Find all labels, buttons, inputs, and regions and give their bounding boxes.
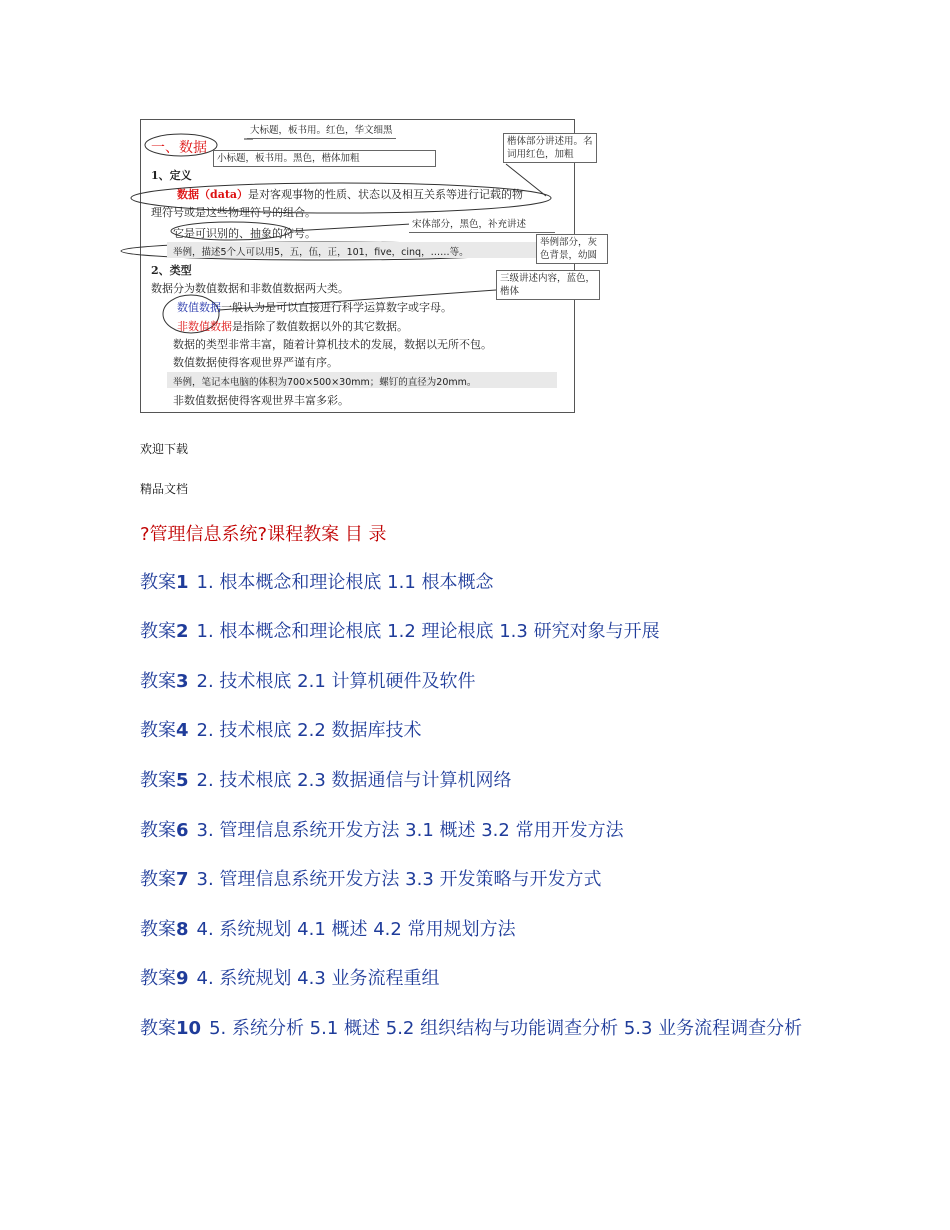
toc-entry[interactable] xyxy=(140,1015,820,1042)
welcome-text: 欢迎下载 xyxy=(140,442,189,456)
toc-text: 5. 系统分析 5.1 概述 5.2 组织结构与功能调查分析 5.3 业务流程调查分析 xyxy=(209,1018,803,1039)
note-songti: 宋体部分，黑色，补充讲述 xyxy=(409,217,555,233)
toc-text: 4. 系统规划 4.3 业务流程重组 xyxy=(196,968,440,989)
toc-number: 10 xyxy=(176,1018,202,1039)
sample-term-data: 数据（data） xyxy=(177,188,249,201)
document-title: ?管理信息系统?课程教案 目 录 xyxy=(140,524,387,545)
sample-nonnumeric-line xyxy=(177,318,408,334)
toc-label: 教案 xyxy=(140,621,176,642)
sample-term-numeric: 数值数据 xyxy=(177,301,221,314)
toc-text: 2. 技术根底 2.2 数据库技术 xyxy=(196,720,422,741)
toc-entry[interactable] xyxy=(140,618,820,645)
toc-entry[interactable] xyxy=(140,767,820,794)
sample-numeric-line xyxy=(177,299,452,315)
toc-entry[interactable] xyxy=(140,965,820,992)
sample-example-1: 举例，描述5个人可以用5，五，伍，正，101，five，cinq，……等。 xyxy=(173,247,469,258)
toc-number: 6 xyxy=(176,820,189,841)
sample-section-definition: 1、定义 xyxy=(151,169,192,182)
toc-text: 2. 技术根底 2.1 计算机硬件及软件 xyxy=(196,671,476,692)
sample-nonnumeric-rest: 是指除了数值数据以外的其它数据。 xyxy=(232,320,408,333)
note-example: 举例部分，灰色背景，幼圆 xyxy=(536,234,608,264)
toc-text: 1. 根本概念和理论根底 1.2 理论根底 1.3 研究对象与开展 xyxy=(196,621,660,642)
toc-label: 教案 xyxy=(140,572,176,593)
sample-heading: 一、数据 xyxy=(151,140,207,156)
toc-label: 教案 xyxy=(140,1018,176,1039)
toc-entry[interactable] xyxy=(140,866,820,893)
sample-example-2: 举例，笔记本电脑的体积为700×500×30mm；螺钉的直径为20mm。 xyxy=(173,377,477,388)
sample-abstract-line: 它是可识别的、抽象的符号。 xyxy=(173,227,316,240)
toc-label: 教案 xyxy=(140,869,176,890)
sample-numeric-rest: 一般认为是可以直接进行科学运算数字或字母。 xyxy=(221,301,452,314)
note-small-title: 小标题，板书用。黑色，楷体加粗 xyxy=(213,150,436,167)
sample-definition-line1 xyxy=(177,186,523,202)
sample-teaching-note-image xyxy=(140,119,598,413)
toc-label: 教案 xyxy=(140,820,176,841)
toc-text: 1. 根本概念和理论根底 1.1 根本概念 xyxy=(196,572,494,593)
sample-term-nonnumeric: 非数值数据 xyxy=(177,320,232,333)
toc-label: 教案 xyxy=(140,671,176,692)
toc-entry[interactable] xyxy=(140,569,820,596)
toc-number: 1 xyxy=(176,572,189,593)
toc-number: 9 xyxy=(176,968,189,989)
sample-section-types: 2、类型 xyxy=(151,264,192,277)
sample-numeric-effect: 数值数据使得客观世界严谨有序。 xyxy=(173,356,338,369)
quality-doc-text: 精品文档 xyxy=(140,482,189,496)
sample-types-line: 数据分为数值数据和非数值数据两大类。 xyxy=(151,282,349,295)
toc-number: 8 xyxy=(176,919,189,940)
toc-number: 2 xyxy=(176,621,189,642)
sample-rich-line: 数据的类型非常丰富，随着计算机技术的发展，数据以无所不包。 xyxy=(173,338,492,351)
toc-text: 3. 管理信息系统开发方法 3.1 概述 3.2 常用开发方法 xyxy=(196,820,624,841)
toc-text: 4. 系统规划 4.1 概述 4.2 常用规划方法 xyxy=(196,919,516,940)
toc-label: 教案 xyxy=(140,968,176,989)
note-kaiti: 楷体部分讲述用。名词用红色，加粗 xyxy=(503,133,597,163)
toc-entry[interactable] xyxy=(140,668,820,695)
toc-entry[interactable] xyxy=(140,817,820,844)
toc-number: 3 xyxy=(176,671,189,692)
toc-label: 教案 xyxy=(140,720,176,741)
toc-entry[interactable] xyxy=(140,717,820,744)
sample-definition-rest: 是对客观事物的性质、状态以及相互关系等进行记载的物 xyxy=(248,188,524,201)
toc-number: 5 xyxy=(176,770,189,791)
note-big-title: 大标题，板书用。红色，华文细黑 xyxy=(247,123,396,139)
sample-definition-line2: 理符号或是这些物理符号的组合。 xyxy=(151,206,316,219)
note-level3: 三级讲述内容，蓝色，楷体 xyxy=(496,270,600,300)
toc-number: 4 xyxy=(176,720,189,741)
toc-label: 教案 xyxy=(140,919,176,940)
toc-text: 2. 技术根底 2.3 数据通信与计算机网络 xyxy=(196,770,512,791)
toc-entry[interactable] xyxy=(140,916,820,943)
sample-nonnumeric-effect: 非数值数据使得客观世界丰富多彩。 xyxy=(173,394,349,407)
toc-text: 3. 管理信息系统开发方法 3.3 开发策略与开发方式 xyxy=(196,869,602,890)
toc-label: 教案 xyxy=(140,770,176,791)
toc-number: 7 xyxy=(176,869,189,890)
